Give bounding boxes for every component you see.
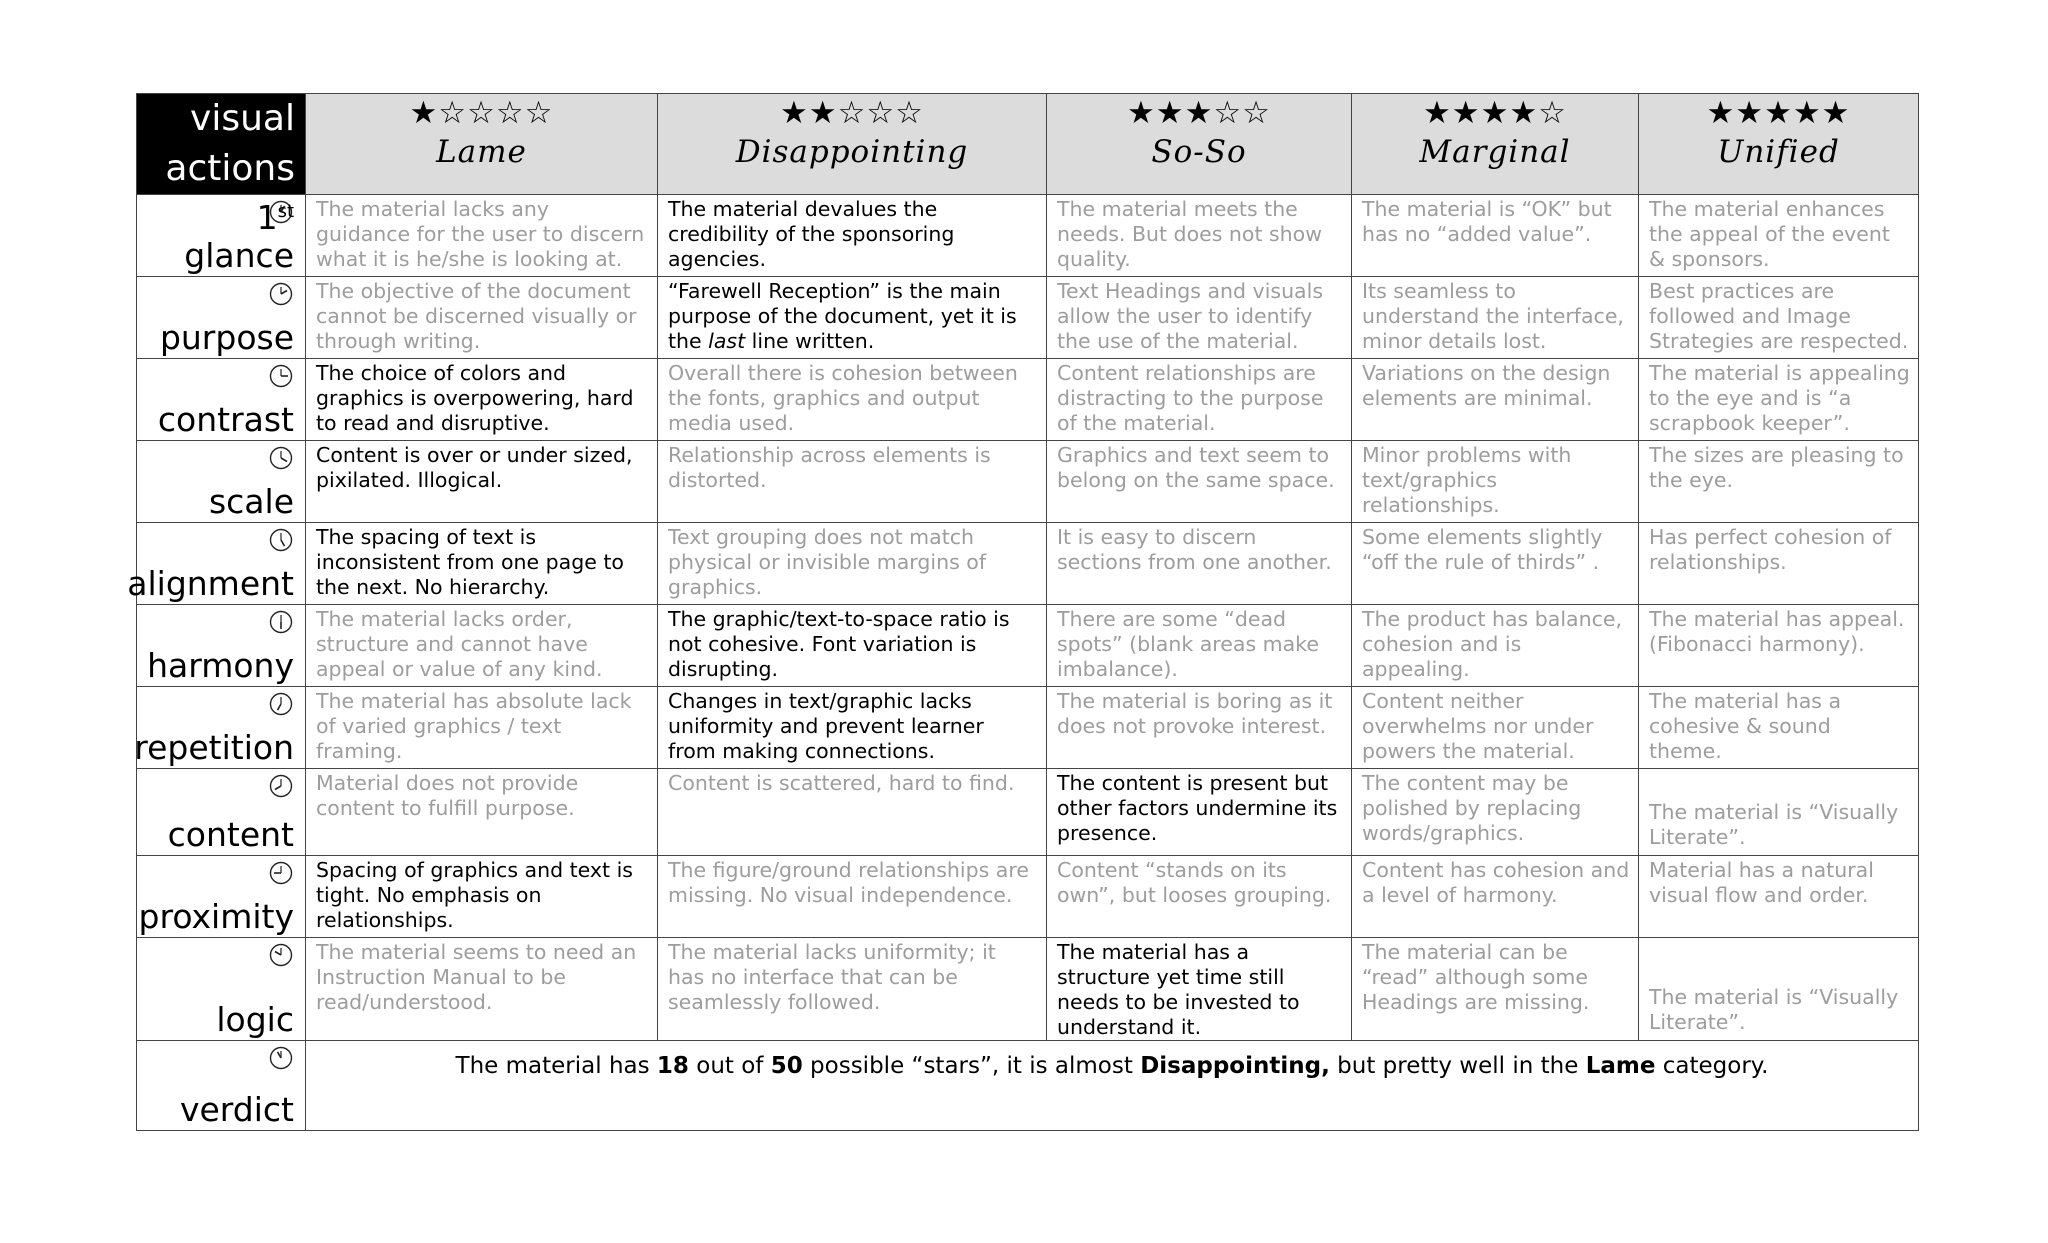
- criterion-row-content: [137, 769, 1919, 856]
- cell-marginal: The product has balance, cohesion and is appealing.: [1352, 605, 1639, 687]
- level-name: So-So: [1151, 134, 1247, 170]
- cell-lame: Material does not provide content to fulfill purpose.: [306, 769, 658, 856]
- row-header: [134, 687, 306, 769]
- verdict-row: [137, 1041, 1919, 1131]
- star-rating-icon: ★★★☆☆: [1127, 95, 1271, 131]
- star-rating-icon: ★★☆☆☆: [780, 95, 924, 131]
- criterion-row-proximity: [137, 856, 1919, 938]
- cell-so-so: Graphics and text seem to belong on the same space.: [1047, 441, 1352, 523]
- level-header-disappointing: [658, 94, 1047, 195]
- cell-marginal: Variations on the design elements are minimal.: [1352, 359, 1639, 441]
- cell-marginal: The material can be “read” although some Headings are missing.: [1352, 938, 1639, 1041]
- row-header: [137, 605, 306, 687]
- row-label: proximity: [138, 897, 294, 936]
- cell-so-so: There are some “dead spots” (blank areas make imbalance).: [1047, 605, 1352, 687]
- cell-disappointing: “Farewell Reception” is the main purpose of the document, yet it is the last line written.: [658, 277, 1047, 359]
- cell-so-so: The material has a structure yet time still needs to be invested to understand it.: [1047, 938, 1352, 1041]
- level-name: Lame: [436, 134, 527, 170]
- cell-unified: The material is “Visually Literate”.: [1639, 938, 1919, 1041]
- cell-unified: The material is appealing to the eye and is “a scrapbook keeper”.: [1639, 359, 1919, 441]
- clock-icon: [269, 861, 293, 885]
- cell-lame: The choice of colors and graphics is overpowering, hard to read and disruptive.: [306, 359, 658, 441]
- row-label: logic: [216, 1000, 294, 1039]
- cell-marginal: Minor problems with text/graphics relationships.: [1352, 441, 1639, 523]
- criterion-row-alignment: [137, 523, 1919, 605]
- cell-disappointing: The figure/ground relationships are missing. No visual independence.: [658, 856, 1047, 938]
- clock-icon: [269, 1046, 293, 1070]
- row-header: [137, 195, 306, 277]
- cell-lame: Content is over or under sized, pixilated. Illogical.: [306, 441, 658, 523]
- cell-unified: Has perfect cohesion of relationships.: [1639, 523, 1919, 605]
- row-label: repetition: [134, 728, 294, 767]
- cell-unified: The material is “Visually Literate”.: [1639, 769, 1919, 856]
- cell-disappointing: Content is scattered, hard to find.: [658, 769, 1047, 856]
- cell-disappointing: The material lacks uniformity; it has no interface that can be seamlessly followed.: [658, 938, 1047, 1041]
- stars-earned: 18: [656, 1053, 689, 1079]
- cell-so-so: It is easy to discern sections from one another.: [1047, 523, 1352, 605]
- cell-marginal: The material is “OK” but has no “added value”.: [1352, 195, 1639, 277]
- criterion-row-logic: [137, 938, 1919, 1041]
- cell-lame: The material has absolute lack of varied graphics / text framing.: [306, 687, 658, 769]
- cell-unified: The sizes are pleasing to the eye.: [1639, 441, 1919, 523]
- criterion-row-repetition: [137, 687, 1919, 769]
- rubric-table: [127, 93, 1919, 1131]
- row-header: [137, 769, 306, 856]
- cell-unified: Best practices are followed and Image Strategies are respected.: [1639, 277, 1919, 359]
- row-label: verdict: [179, 1090, 294, 1129]
- clock-icon: [269, 774, 293, 798]
- level-header-marginal: [1352, 94, 1639, 195]
- cell-disappointing: Relationship across elements is distorted.: [658, 441, 1047, 523]
- row-header: [127, 523, 306, 605]
- cell-disappointing: Text grouping does not match physical or invisible margins of graphics.: [658, 523, 1047, 605]
- criterion-row-purpose: [137, 277, 1919, 359]
- verdict-text: The material has 18 out of 50 possible “stars”, it is almost Disappointing, but pretty well in the Lame category.: [306, 1041, 1919, 1131]
- row-header: [137, 938, 306, 1041]
- cell-lame: The spacing of text is inconsistent from one page to the next. No hierarchy.: [306, 523, 658, 605]
- clock-icon: [269, 446, 293, 470]
- star-rating-icon: ★★★★★: [1706, 95, 1851, 131]
- cell-disappointing: The material devalues the credibility of the sponsoring agencies.: [658, 195, 1047, 277]
- clock-icon: [269, 943, 293, 967]
- criterion-row-scale: [137, 441, 1919, 523]
- corner-line1: visual: [190, 98, 295, 139]
- cell-so-so: The material is boring as it does not provoke interest.: [1047, 687, 1352, 769]
- clock-icon: [269, 282, 293, 306]
- row-header: [137, 359, 306, 441]
- star-rating-icon: ★★★★☆: [1423, 95, 1567, 131]
- clock-icon: [269, 692, 293, 716]
- level-name: Disappointing: [735, 134, 969, 170]
- row-header: [137, 277, 306, 359]
- row-header: [137, 1041, 306, 1131]
- star-rating-icon: ★☆☆☆☆: [409, 95, 554, 131]
- level-header-lame: [306, 94, 658, 195]
- row-label: scale: [208, 482, 294, 521]
- row-label: 1st glance: [184, 198, 294, 275]
- cell-disappointing: The graphic/text-to-space ratio is not cohesive. Font variation is disrupting.: [658, 605, 1047, 687]
- cell-so-so: Content relationships are distracting to the purpose of the material.: [1047, 359, 1352, 441]
- cell-marginal: Content has cohesion and a level of harmony.: [1352, 856, 1639, 938]
- criterion-row-contrast: [137, 359, 1919, 441]
- cell-lame: The material lacks order, structure and cannot have appeal or value of any kind.: [306, 605, 658, 687]
- row-header: [137, 441, 306, 523]
- clock-icon: [269, 610, 293, 634]
- cell-so-so: Content “stands on its own”, but looses grouping.: [1047, 856, 1352, 938]
- criterion-row-1st-glance: [137, 195, 1919, 277]
- cell-lame: The material lacks any guidance for the user to discern what it is he/she is looking at.: [306, 195, 658, 277]
- cell-marginal: The content may be polished by replacing words/graphics.: [1352, 769, 1639, 856]
- level-header-unified: [1639, 94, 1919, 195]
- header-row: [137, 94, 1919, 195]
- level-header-so-so: [1047, 94, 1352, 195]
- criterion-row-harmony: [137, 605, 1919, 687]
- stars-total: 50: [770, 1053, 803, 1079]
- cell-marginal: Its seamless to understand the interface, minor details lost.: [1352, 277, 1639, 359]
- row-label: content: [167, 815, 294, 854]
- cell-lame: Spacing of graphics and text is tight. No emphasis on relationships.: [306, 856, 658, 938]
- cell-disappointing: Changes in text/graphic lacks uniformity and prevent learner from making connections.: [658, 687, 1047, 769]
- row-header: [137, 856, 306, 938]
- level-name: Marginal: [1419, 134, 1571, 170]
- cell-lame: The objective of the document cannot be discerned visually or through writing.: [306, 277, 658, 359]
- row-label: contrast: [157, 400, 294, 439]
- clock-icon: [269, 528, 293, 552]
- cell-disappointing: Overall there is cohesion between the fonts, graphics and output media used.: [658, 359, 1047, 441]
- cell-so-so: The material meets the needs. But does not show quality.: [1047, 195, 1352, 277]
- cell-lame: The material seems to need an Instruction Manual to be read/understood.: [306, 938, 658, 1041]
- cell-so-so: The content is present but other factors undermine its presence.: [1047, 769, 1352, 856]
- corner-line2: actions: [165, 148, 295, 189]
- clock-icon: [269, 364, 293, 388]
- level-name: Unified: [1717, 134, 1840, 170]
- cell-unified: The material enhances the appeal of the event & sponsors.: [1639, 195, 1919, 277]
- corner-header: [137, 94, 306, 195]
- cell-marginal: Content neither overwhelms nor under powers the material.: [1352, 687, 1639, 769]
- cell-marginal: Some elements slightly “off the rule of thirds” .: [1352, 523, 1639, 605]
- row-label: harmony: [147, 646, 294, 685]
- row-label: alignment: [127, 564, 294, 603]
- cell-unified: Material has a natural visual flow and order.: [1639, 856, 1919, 938]
- cell-unified: The material has a cohesive & sound theme.: [1639, 687, 1919, 769]
- cell-so-so: Text Headings and visuals allow the user to identify the use of the material.: [1047, 277, 1352, 359]
- row-label: purpose: [159, 318, 294, 357]
- cell-unified: The material has appeal. (Fibonacci harmony).: [1639, 605, 1919, 687]
